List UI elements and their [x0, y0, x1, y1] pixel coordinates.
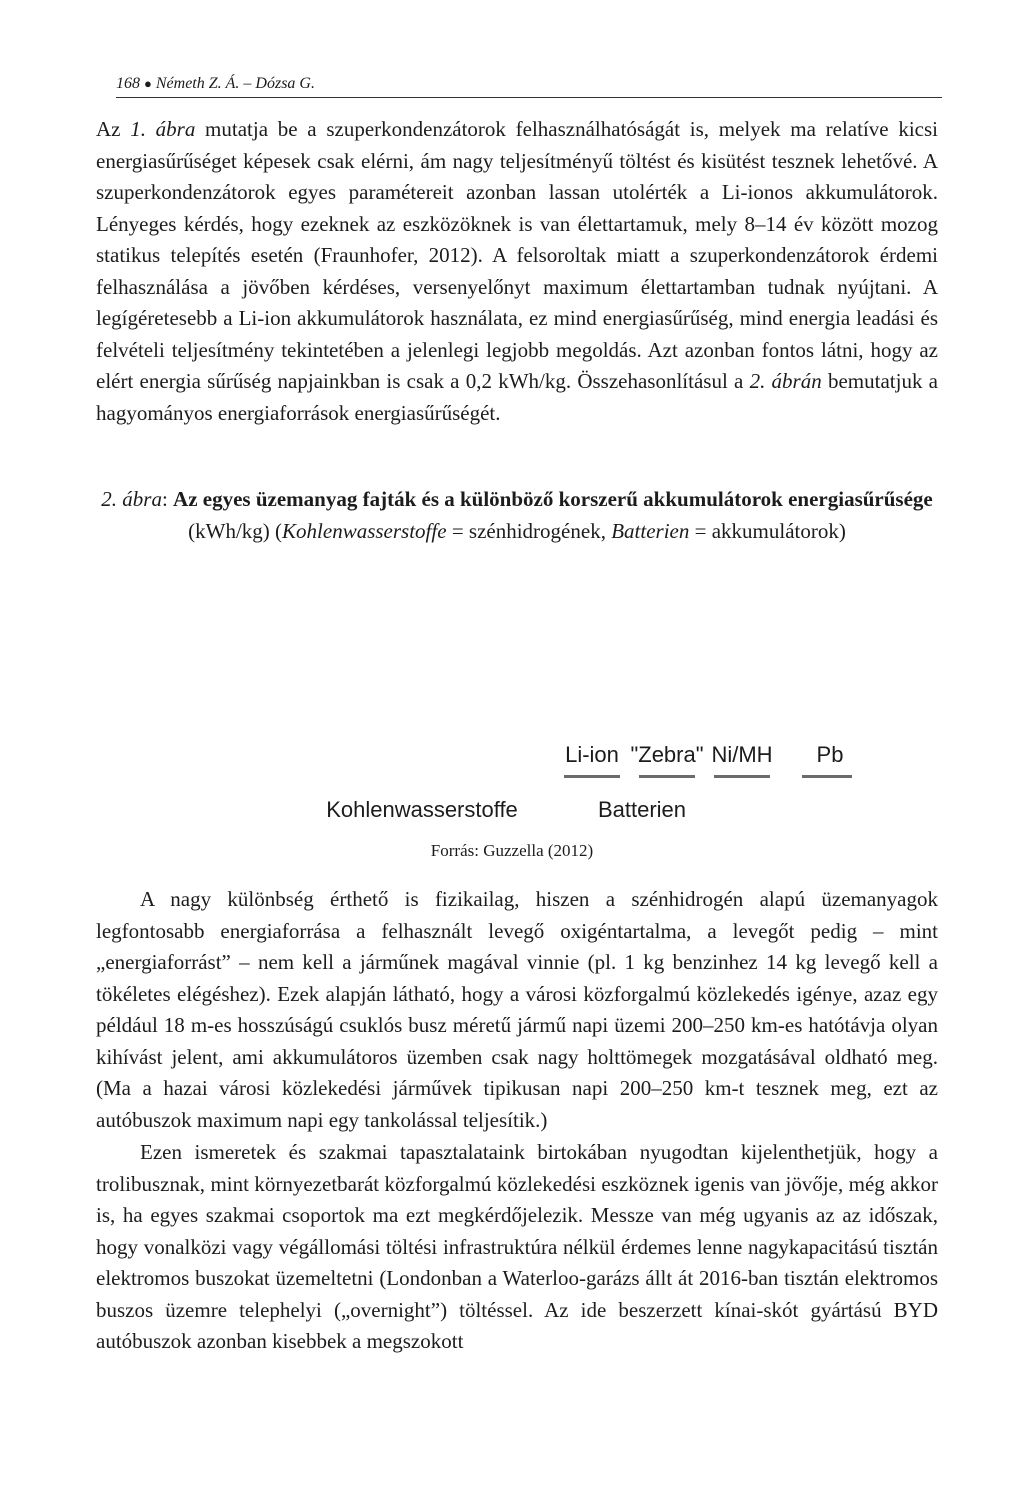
caption-term-1-definition: = szénhidrogének,: [446, 518, 612, 543]
bar-0: [564, 775, 620, 778]
figure-reference-1: 1. ábra: [130, 117, 196, 141]
paragraph-3: [96, 1137, 938, 1358]
caption-term-1: Kohlenwasserstoffe: [282, 518, 447, 543]
running-header: [116, 74, 942, 98]
page-number: 168: [116, 75, 140, 92]
group-label-batterien: Batterien: [597, 797, 687, 822]
group-labels: [326, 797, 686, 822]
figure-reference-2: 2. ábrán: [749, 369, 822, 393]
battery-category-labels: [565, 742, 843, 767]
paragraph-1-text-c: bemutatjuk a hagyományos energiaforrások energiasűrűségét.: [96, 369, 938, 425]
category-label-nimh: Ni/MH: [711, 742, 773, 767]
paragraph-2-text: A nagy különbség érthető is fizikailag, hiszen a szénhidrogén alapú üzemanyagok legfontosabb energiaforrása a felhasznált levegő oxigéntartalma, a levegőt pedig – mint „energiaforrást” – nem kell a járműnek magával vinnie (pl. 1 kg benzinhez 14 kg levegő kell a tökéletes elégéshez). Ezek alapján látható, hogy a városi közforgalmú közlekedés igénye, azaz egy például 18 m-es hosszúságú csuklós busz méretű jármű napi üzemi 200–250 km-es hatótávja olyan kihívást jelent, ami akkumulátoros üzemben csak nagy holttömegek mozgatásával oldható meg. (Ma a hazai városi közlekedési járművek tipikusan napi 200–250 km-t tesznek meg, ezt az autóbuszok maximum napi egy tankolással teljesítik.): [96, 887, 938, 1132]
figure-caption: [96, 484, 938, 547]
caption-title: Az egyes üzemanyag fajták és a különböző korszerű akkumulátorok energiasűrűsége: [173, 487, 933, 511]
caption-colon: :: [161, 487, 174, 511]
paragraph-1-text-b: mutatja be a szuperkondenzátorok felhasználhatóságát is, melyek ma relatíve kicsi energiasűrűséget képesek csak elérni, ám nagy teljesítményű töltést és kisütést tesznek lehetővé. A szuperkondenzátorok egyes paramétereit azonban lassan utolérték a Li-ionos akkumulátorok. Lényeges kérdés, hogy ezeknek az eszközöknek is van élettartamuk, mely 8–14 év között mozog statikus telepítés esetén (Fraunhofer, 2012). A felsoroltak miatt a szuperkondenzátorok érdemi felhasználása a jövőben kérdéses, versenyelőnyt maximum élettartamban tudnak nyújtani. A legígéretesebb a Li-ion akkumulátorok használata, ez mind energiasűrűség, mind energia leadási és felvételi teljesítmény tekintetében a jelenlegi legjobb megoldás. Azt azonban fontos látni, hogy az elért energia sűrűség napjainkban is csak a 0,2 kWh/kg. Összehasonlításul a: [96, 117, 938, 393]
group-label-kohlenwasserstoffe: Kohlenwasserstoffe: [326, 797, 518, 822]
category-label-zebra: "Zebra": [630, 742, 704, 767]
caption-unit: (kWh/kg) (: [188, 518, 283, 543]
paragraph-3-text: Ezen ismeretek és szakmai tapasztalataink birtokában nyugodtan kijelenthetjük, hogy a trolibusznak, mint környezetbarát közforgalmú közlekedési eszköznek igenis van jövője, még akkor is, ha egyes szakmai csoportok ma ezt megkérdőjelezik. Messze van még ugyanis az az időszak, hogy vonalközi vagy végállomási töltési infrastruktúra nélkül érdemes lenne nagykapacitású tisztán elektromos buszokat üzemeltetni (Londonban a Waterloo-garázs állt át 2016-ban tisztán elektromos buszos üzemre telephelyi („overnight”) töltéssel. Az ide beszerzett kínai-skót gyártású BYD autóbuszok azonban kisebbek a megszokott: [96, 1140, 938, 1353]
header-separator: ●: [144, 76, 152, 91]
bar-1: [639, 775, 695, 778]
category-label-pb: Pb: [816, 742, 844, 767]
figure-source: Forrás: Guzzella (2012): [430, 841, 594, 860]
energy-density-chart: [212, 582, 852, 832]
caption-term-2-definition: = akkumulátorok): [689, 518, 846, 543]
caption-term-2: Batterien: [611, 518, 690, 543]
paragraph-2: [96, 884, 938, 1136]
paragraph-1: [96, 114, 938, 429]
bar-2: [714, 775, 770, 778]
caption-label: 2. ábra: [101, 487, 162, 511]
paragraph-1-text-a: Az: [96, 117, 131, 141]
bar-3: [802, 775, 852, 778]
category-label-li-ion: Li-ion: [565, 742, 619, 767]
battery-bars: [564, 775, 852, 778]
header-authors: Németh Z. Á. – Dózsa G.: [155, 75, 315, 92]
